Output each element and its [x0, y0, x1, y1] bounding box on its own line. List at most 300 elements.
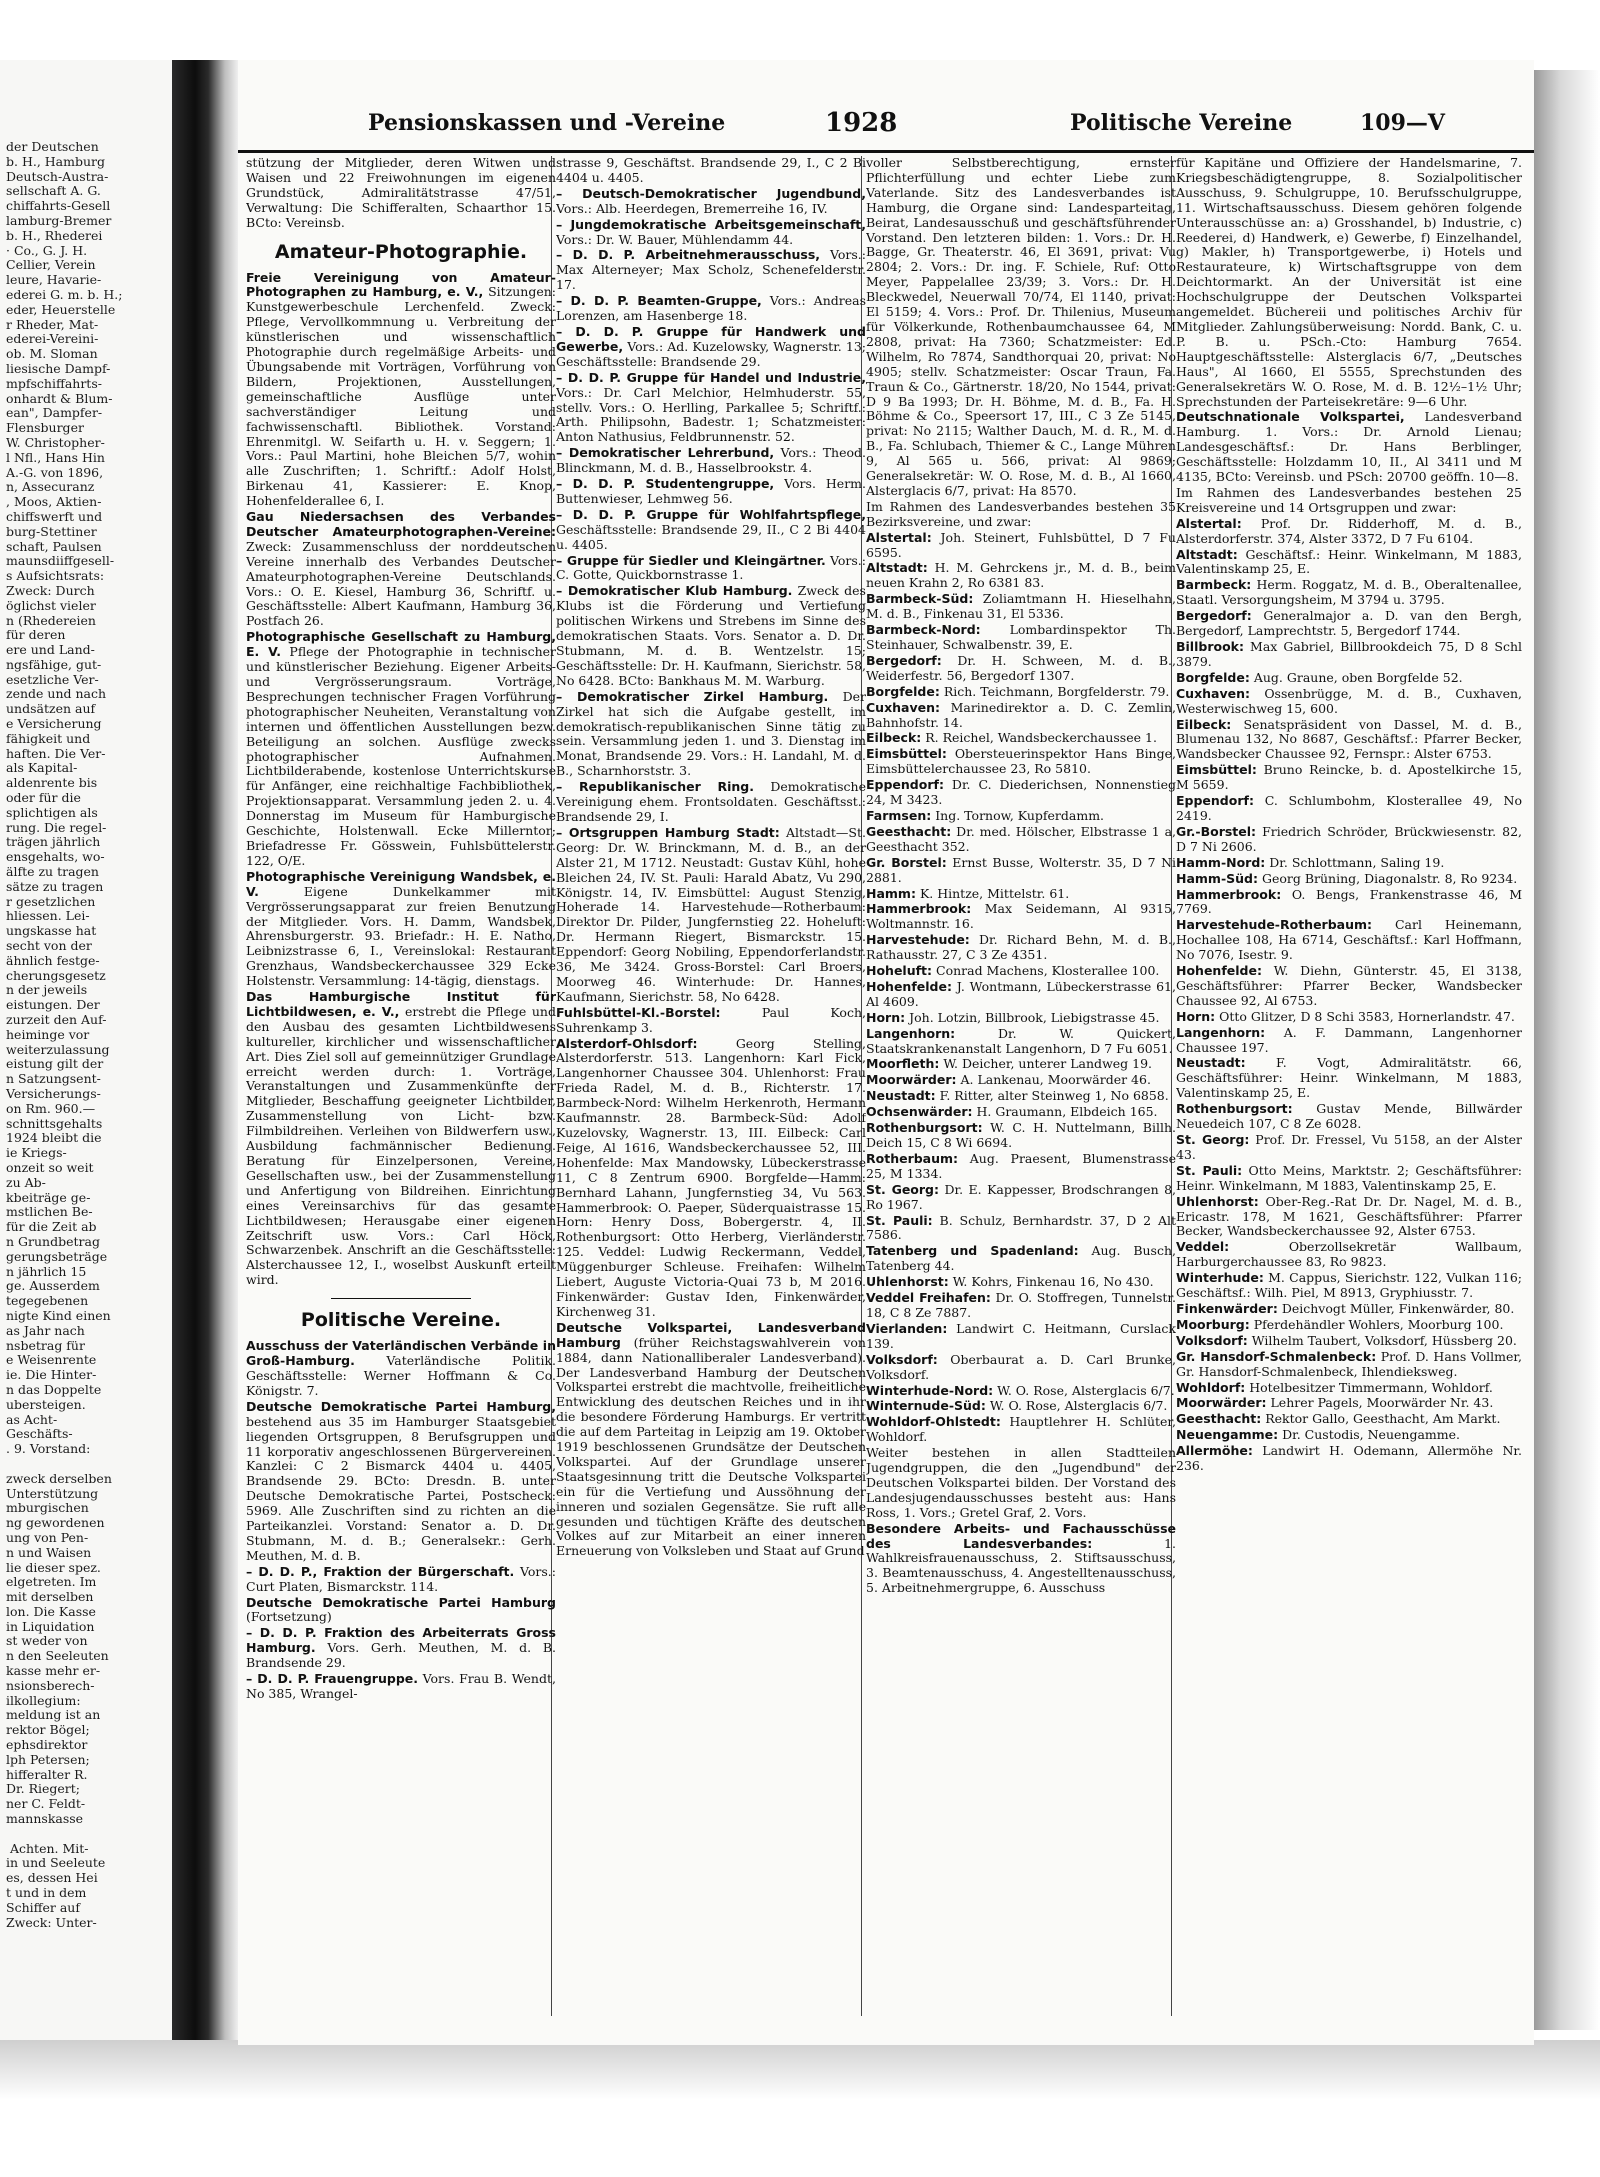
directory-entry: [1176, 687, 1522, 717]
directory-entry: [866, 1446, 1176, 1521]
directory-entry: [866, 980, 1176, 1010]
entry-body: Prof. Dr. Ridderhoff, M. d. B., Alsterdorferstr. 374, Alster 3372, D 7 Fu 6104.: [1176, 515, 1522, 546]
entry-title: Bergedorf:: [866, 652, 942, 668]
directory-entry: [1176, 486, 1522, 516]
entry-title: Deutsche Demokratische Partei Hamburg: [246, 1594, 556, 1610]
entry-body: Landesverband Hamburg. 1. Vors.: Dr. Arnold Lienau; Landesgeschäftsf.: Dr. Hans Berblinger, Geschäftsstelle: Holzdamm 10, II., Al 3411 und M 4135, BCto: Vereinsb. und PSch: 20700 geöffn. 10—8.: [1176, 409, 1522, 485]
directory-entry: [1176, 640, 1522, 670]
entry-body: Ing. Tornow, Kupferdamm.: [935, 807, 1105, 823]
entry-body: Geschäftsstelle: Brandsende 29, II., C 2 Bi 4404 u. 4405.: [556, 521, 866, 552]
directory-entry: [1176, 156, 1522, 409]
directory-entry: [1176, 1133, 1522, 1163]
entry-title: Alsterdorf-Ohlsdorf:: [556, 1035, 698, 1051]
entry-title: St. Pauli:: [866, 1212, 933, 1228]
directory-entry: [556, 325, 866, 370]
directory-entry: [1176, 1381, 1522, 1396]
directory-entry: [556, 477, 866, 507]
directory-entry: [556, 248, 866, 293]
directory-entry: [1176, 918, 1522, 963]
directory-entry: [1176, 1240, 1522, 1270]
entry-body: Wilhelm Taubert, Volksdorf, Hüssberg 20.: [1251, 1332, 1517, 1348]
directory-entry: [246, 990, 556, 1288]
entry-body: Joh. Lotzin, Billbrook, Liebigstrasse 45.: [909, 1009, 1160, 1025]
directory-entry: [556, 1037, 866, 1320]
directory-entry: [1176, 548, 1522, 578]
entry-body: Vors. Gerh. Meuthen, M. d. B. Brandsende 29.: [246, 1640, 556, 1671]
entry-body: Weiter bestehen in allen Stadtteilen Jugendgruppen, die den „Jugendbund" der Deutschen Volkspartei bilden. Der Vorstand des Landesjugendausschusses besteht aus: Hans Ross, 1. Vors.; Gretel Graf, 2. Vors.: [866, 1445, 1176, 1520]
entry-body: A. F. Dammann, Langenhorner Chaussee 197.: [1176, 1024, 1522, 1055]
entry-body: B. Schulz, Bernhardstr. 37, D 2 Alt 7586.: [866, 1212, 1176, 1243]
directory-entry: [556, 690, 866, 779]
entry-title: Bergedorf:: [1176, 608, 1252, 624]
entry-title: Horn:: [866, 1009, 906, 1025]
directory-entry: [246, 870, 556, 989]
entry-title: Freie Vereinigung von Amateur-Photographen zu Hamburg, e. V.,: [246, 269, 556, 300]
entry-body: Der Zirkel hat sich die Aufgabe gestellt, im demokratisch-republikanischen Sinne tätig zu sein. Versammlung jeden 1. und 3. Dienstag im Monat, Brandsende 29. Vors.: H. Landahl, M. d. B., Scharnhorststr. 3.: [556, 688, 866, 779]
directory-entry: [866, 685, 1176, 700]
entry-title: Fuhlsbüttel-Kl.-Borstel:: [556, 1004, 721, 1020]
entry-list: [1176, 156, 1522, 1474]
entry-title: Uhlenhorst:: [866, 1274, 949, 1290]
entry-title: Ochsenwärder:: [866, 1104, 973, 1120]
entry-body: Generalmajor a. D. van den Bergh, Bergedorf, Lamprechtstr. 5, Bergedorf 1744.: [1176, 608, 1522, 639]
entry-title: Volksdorf:: [1176, 1332, 1248, 1348]
directory-entry: [556, 294, 866, 324]
entry-title: Neuengamme:: [1176, 1427, 1279, 1443]
directory-entry: [1176, 1302, 1522, 1317]
entry-body: M. Cappus, Sierichstr. 122, Vulkan 116; Geschäftsf.: Wilh. Piel, M 8913, Gryphiusstr. 7.: [1176, 1270, 1522, 1301]
directory-entry: [866, 1152, 1176, 1182]
directory-entry: [1176, 1350, 1522, 1380]
directory-entry: [866, 902, 1176, 932]
entry-title: Eimsbüttel:: [866, 746, 947, 762]
entry-title: – Ortsgruppen Hamburg Stadt:: [556, 824, 780, 840]
entry-body: F. Ritter, alter Steinweg 1, No 6858.: [939, 1088, 1169, 1104]
directory-entry: [246, 1339, 556, 1399]
directory-entry: [866, 1011, 1176, 1026]
entry-title: Hammerbrook:: [866, 901, 972, 917]
entry-title: Winternude-Süd:: [866, 1398, 986, 1414]
entry-title: Gr. Borstel:: [866, 854, 947, 870]
facing-page-fragment: [0, 60, 172, 2040]
entry-title: Rothenburgsort:: [866, 1120, 983, 1136]
entry-body: Zweck: Zusammenschluss der norddeutschen Vereine innerhalb des Verbandes Deutscher Amateurphotographen-Vereine Deutschlands. Vors.: O. E. Kiesel, Hamburg 36, Schriftf. u. Geschäftsstelle: Albert Kaufmann, Hamburg 36, Postfach 26.: [246, 538, 556, 629]
entry-body: bestehend aus 35 im Hamburger Staatsgebiet liegenden Ortsgruppen, 8 Berufsgruppen und 11 korporativ angeschlossenen Bürgervereinen. Kanzlei: C 2 Bismarck 4404 u. 4405, Brandsende 29. BCto: Dresdn. B. unter Deutsche Demokratische Partei, Postscheck: 5969. Alle Zuschriften sind zu richten an die Parteikanzlei. Vorstand: Senator a. D. Dr. Stubmann, M. d. B.; Generalsekr.: Gerh. Meuthen, M. d. B.: [246, 1413, 556, 1563]
entry-body: Senatspräsident von Dassel, M. d. B., Blumenau 132, No 8687, Geschäftsf.: Pfarrer Becker, Wandsbecker Chaussee 92, Fernspr.: Alster 6753.: [1176, 716, 1522, 762]
entry-title: – D. D. P. Arbeitnehmerausschuss,: [556, 247, 821, 263]
directory-entry: [866, 1322, 1176, 1352]
entry-body: Altstadt—St. Georg: Dr. W. Brinckmann, M. d. B., an der Alster 21, M 1712. Neustadt: Gustav Kühl, hohe Bleichen 24, IV. St. Pauli: Harald Abatz, Vu 290, Königstr. 14, IV. Eimsbüttel: August Stenzig, Hoherade 14. Harvestehude—Rotherbaum: Direktor Dr. Pilder, Jungfernstieg 22. Hoheluft: Dr. Hermann Riegert, Bismarckstr. 15. Eppendorf: Georg Nobiling, Eppendorferlandstr. 36, Me 3424. Gross-Borstel: Carl Broers, Moorweg 46. Winterhude: Dr. Hannes, Kaufmann, Sierichstr. 58, No 6428.: [556, 824, 866, 1004]
directory-entry: [1176, 1334, 1522, 1349]
bottom-edge-shadow: [0, 2040, 1600, 2100]
entry-title: Hohenfelde:: [1176, 963, 1262, 979]
entry-body: Ober-Reg.-Rat Dr. Dr. Nagel, M. d. B., Ericastr. 178, M 1621, Geschäftsführer: Pfarrer Becker, Wandsbeckerchaussee 92, Alster 6753.: [1176, 1193, 1522, 1239]
entry-body: K. Hintze, Mittelstr. 61.: [919, 885, 1070, 901]
entry-title: Hohenfelde:: [866, 978, 952, 994]
running-header: [238, 104, 1534, 150]
entry-title: Das Hamburgische Institut für Lichtbildwesen, e. V.,: [246, 989, 556, 1019]
column-4: [1176, 156, 1522, 2026]
directory-entry: [866, 654, 1176, 684]
entry-body: Hauptlehrer H. Schlüter, Wohldorf.: [866, 1414, 1176, 1445]
directory-entry: [246, 510, 556, 629]
entry-body: C. Schlumbohm, Klosterallee 49, No 2419.: [1176, 793, 1522, 823]
entry-body: Vaterländische Politik. Geschäftsstelle: Werner Hoffmann & Co. Königstr. 7.: [246, 1353, 556, 1398]
directory-entry: [866, 1121, 1176, 1151]
entry-body: W. O. Rose, Alsterglacis 6/7.: [997, 1382, 1175, 1398]
entry-body: Rich. Teichmann, Borgfelderstr. 79.: [943, 683, 1170, 699]
directory-entry: [866, 1291, 1176, 1321]
directory-entry: [866, 778, 1176, 808]
entry-body: Dr. E. Kappesser, Brodschrangen 8, Ro 1967.: [866, 1181, 1176, 1212]
entry-list: [246, 271, 556, 1289]
entry-body: O. Bengs, Frankenstrasse 46, M 7769.: [1176, 886, 1522, 917]
header-rule: [238, 150, 1534, 153]
entry-title: – D. D. P. Gruppe für Wohlfahrtspflege,: [556, 506, 866, 522]
entry-title: Geesthacht:: [1176, 1411, 1262, 1427]
intro-text: stützung der Mitglieder, deren Witwen und Waisen und 22 Freiwohnungen im eigenen Grundstück, Admiralitätstrasse 47/51, Verwaltung: Die Schifferalten, Schaarthor 15. BCto: Vereinsb.: [246, 156, 556, 230]
entry-title: Finkenwärder:: [1176, 1300, 1278, 1316]
directory-entry: [1176, 872, 1522, 887]
entry-title: – D. D. P. Gruppe für Handel und Industrie,: [556, 369, 866, 385]
directory-entry: [1176, 517, 1522, 547]
entry-body: Im Rahmen des Landesverbandes bestehen 35 Bezirksvereine, und zwar:: [866, 498, 1176, 529]
directory-entry: [1176, 671, 1522, 686]
directory-entry: [1176, 825, 1522, 855]
directory-entry: [246, 630, 556, 869]
entry-title: Gr. Hansdorf-Schmalenbeck:: [1176, 1348, 1377, 1364]
entry-body: A. Lankenau, Moorwärder 46.: [960, 1072, 1151, 1088]
directory-entry: [246, 271, 556, 510]
directory-entry: [1176, 763, 1522, 793]
entry-title: – D. D. P. Frauengruppe.: [246, 1671, 418, 1687]
entry-body: Vors. Herm. Buttenwieser, Lehmweg 56.: [556, 476, 866, 506]
directory-entry: [246, 1596, 556, 1626]
entry-title: – Republikanischer Ring.: [556, 779, 754, 795]
directory-entry: [866, 1415, 1176, 1445]
directory-entry: [866, 1089, 1176, 1104]
directory-entry: [1176, 856, 1522, 871]
entry-body: W. Diehn, Günterstr. 45, El 3138, Geschäftsführer: Pfarrer Becker, Wandsbecker Chaussee 92, Al 6753.: [1176, 963, 1522, 1008]
entry-title: Barmbeck-Süd:: [866, 591, 974, 607]
directory-entry: [866, 1105, 1176, 1120]
directory-entry: [866, 809, 1176, 824]
entry-title: Hamm-Nord:: [1176, 854, 1266, 870]
directory-entry: [1176, 578, 1522, 608]
directory-entry: [866, 592, 1176, 622]
entry-title: – Gruppe für Siedler und Kleingärtner.: [556, 552, 826, 568]
directory-entry: [556, 371, 866, 446]
entry-body: erstrebt die Pflege und den Ausbau des gesamten Lichtbildwesens kultureller, kirchlicher und wissenschaftlicher Art. Dies Ziel soll auf gemeinnütziger Grundlage erreicht werden durch: 1. Vorträge, Veranstaltungen und Zusammenkünfte der Mitglieder, Beschaffung geeigneter Lichtbilder, Zusammenstellung von Licht- bzw. Filmbildreihen. Verleihen von Bildwerfern usw., Ausbildung fachmännischer Bedienung. Beratung für Einzelpersonen, Vereine, Gesellschaften usw., bei der Zusammenstellung und Anfertigung von Bildreihen. Einrichtung eines Vereinsarchivs für das gesamte Lichtbildwesen; Herausgabe einer eigenen Zeitschrift usw. Vors.: Carl Höck, Schwarzenbek. Anschrift an die Geschäftsstelle: Alsterchaussee 12, I., woselbst Auskunft erteilt wird.: [246, 1003, 556, 1288]
entry-title: Volksdorf:: [866, 1351, 938, 1367]
directory-entry: [1176, 1318, 1522, 1333]
entry-title: Langenhorn:: [866, 1025, 956, 1041]
entry-body: Hotelbesitzer Timmermann, Wohldorf.: [1249, 1379, 1493, 1395]
section-heading-photography: Amateur-Photographie.: [274, 240, 528, 263]
directory-entry: [1176, 609, 1522, 639]
directory-entry: [1176, 718, 1522, 763]
entry-title: Tatenberg und Spadenland:: [866, 1243, 1079, 1259]
entry-body: Max Seidemann, Al 9315, Woltmannstr. 16.: [866, 901, 1176, 932]
entry-title: Eilbeck:: [1176, 716, 1232, 732]
directory-entry: [246, 1626, 556, 1671]
entry-body: Bruno Reincke, b. d. Apostelkirche 15, M 5659.: [1176, 762, 1522, 793]
directory-entry: [556, 554, 866, 584]
entry-title: Borgfelde:: [866, 683, 940, 699]
entry-body: strasse 9, Geschäftst. Brandsende 29, I., C 2 Bi 4404 u. 4405.: [556, 156, 866, 185]
directory-entry: [246, 1400, 556, 1564]
entry-body: Zoliamtmann H. Hieselhahn, M. d. B., Finkenau 31, El 5336.: [866, 591, 1176, 622]
entry-body: Marinedirektor a. D. C. Zemlin, Bahnhofstr. 14.: [866, 699, 1176, 730]
entry-title: Harvestehude:: [866, 932, 970, 948]
entry-title: Photographische Gesellschaft zu Hamburg, E. V.: [246, 629, 556, 660]
entry-title: Eimsbüttel:: [1176, 762, 1257, 778]
entry-title: Billbrook:: [1176, 639, 1244, 654]
entry-body: Prof. Dr. Fressel, Vu 5158, an der Alster 43.: [1176, 1132, 1522, 1162]
entry-body: Dr. H. Schween, M. d. B., Weiderfestr. 56, Bergedorf 1307.: [866, 652, 1176, 683]
directory-entry: [556, 780, 866, 825]
entry-title: Harvestehude-Rotherbaum:: [1176, 917, 1373, 933]
directory-entry: [1176, 888, 1522, 918]
entry-title: Moorfleth:: [866, 1056, 940, 1072]
entry-body: 1. Wahlkreisfrauenausschuss, 2. Stiftsausschuss, 3. Beamtenausschuss, 4. Angestelltenausschuss, 5. Arbeitnehmergruppe, 6. Ausschuss: [866, 1535, 1176, 1596]
entry-body: Vors.: Alb. Heerdegen, Bremerreihe 16, IV.: [556, 200, 828, 216]
entry-title: Hamm-Süd:: [1176, 870, 1258, 886]
entry-body: Eigene Dunkelkammer mit Vergrösserungsapparat zur freien Benutzung der Mitglieder. Vors. H. Damm, Wandsbek, Ahrensburgerstr. 93. Briefadr.: H. E. Natho, Leibnizstrasse 6, I., Vereinslokal: Restaurant Grenzhaus, Wandsbeckerchaussee 329 Ecke Holstenstr. Versammlung: 14-tägig, dienstags.: [246, 883, 556, 989]
directory-entry: [1176, 1195, 1522, 1240]
entry-title: Deutsche Demokratische Partei Hamburg,: [246, 1398, 556, 1414]
entry-body: Herm. Roggatz, M. d. B., Oberaltenallee, Staatl. Versorgungsheim, M 3794 u. 3795.: [1176, 577, 1522, 608]
entry-title: St. Georg:: [1176, 1132, 1250, 1147]
header-year: 1928: [825, 108, 898, 138]
entry-title: – D. D. P. Gruppe für Handwerk und Gewerbe,: [556, 323, 866, 354]
entry-body: Dr. Custodis, Neuengamme.: [1282, 1427, 1460, 1443]
entry-title: – Demokratischer Zirkel Hamburg.: [556, 688, 829, 704]
entry-body: Max Gabriel, Billbrookdeich 75, D 8 Schl 3879.: [1176, 639, 1522, 669]
directory-page: [238, 60, 1534, 2045]
entry-body: Vors.: Andreas Lorenzen, am Hasenberge 18.: [556, 293, 866, 324]
entry-body: Vors.: Curt Platen, Bismarckstr. 114.: [246, 1563, 556, 1594]
directory-entry: [866, 1399, 1176, 1414]
entry-body: Vors.: Dr. Carl Melchior, Helmhuderstr. 55, stellv. Vors.: O. Herlling, Parkallee 5; Schriftf.: Arth. Philipsohn, Badestr. 1; Schatzmeister: Anton Nathusius, Feldbrunnenstr. 52.: [556, 384, 866, 445]
entry-body: (Fortsetzung): [246, 1609, 332, 1625]
entry-title: Besondere Arbeits- und Fachausschüsse des Landesverbandes:: [866, 1520, 1176, 1551]
entry-body: Prof. D. Hans Vollmer, Gr. Hansdorf-Schmalenbeck, Ihlendieksweg.: [1176, 1348, 1522, 1379]
entry-list: [866, 156, 1176, 1596]
entry-title: Veddel:: [1176, 1239, 1230, 1255]
entry-title: – D. D. P., Fraktion der Bürgerschaft.: [246, 1563, 515, 1579]
entry-title: – Deutsch-Demokratischer Jugendbund,: [556, 185, 866, 201]
directory-entry: [246, 1672, 556, 1702]
column-2: [556, 156, 866, 2026]
entry-title: Cuxhaven:: [866, 699, 940, 715]
directory-entry: [866, 1057, 1176, 1072]
directory-entry: [1176, 1396, 1522, 1411]
entry-body: Lombardinspektor Th. Steinhauer, Schwalbenstr. 39, E.: [866, 622, 1176, 652]
facing-page-text: der Deutschen b. H., Hamburg Deutsch-Austra- sellschaft A. G. chiffahrts-Gesell lamburg-Bremer b. H., Rhederei · Co., G. J. H. Cellier, Verein leure, Havarie- ederei G. m. b. H.; eder, Heuerstelle r Rheder, Mat- ederei-Vereini- ob. M. Sloman liesische Dampf- mpfschiffahrts- onhardt & Blum- ean", Dampfer- Flensburger W. Christopher- l Nfl., Hans Hin A.-G. von 1896, n, Assecuranz , Moos, Aktien- chiffswerft und burg-Stettiner schaft, Paulsen maunsdiiffgesell- s Aufsichtsrats: Zweck: Durch öglichst vieler n (Rhedereien für deren ere und Land- ngsfähige, gut- esetzliche Ver- zende und nach undsätzen auf e Versicherung fähigkeit und haften. Die Ver- als Kapital- aldenrente bis oder für die splichtigen als rung. Die regel- trägen jährlich ensgehalts, wo- älfte zu tragen sätze zu tragen r gesetzlichen hliessen. Lei- ungskasse hat secht von der ähnlich festge- cherungsgesetz n der jeweils eistungen. Der zurzeit den Auf- heiminge vor weiterzulassung eistung gilt der n Satzungsent- Versicherungs- on Rm. 960.— schnittsgehalts 1924 bleibt die ie Kriegs- onzeit so weit zu Ab- kbeiträge ge- mstlichen Be- für die Zeit ab n Grundbetrag gerungsbeträge n jährlich 15 ge. Ausserdem tegegebenen nigte Kind einen as Jahr nach nsbetrag für e Weisenrente ie. Die Hinter- n das Doppelte ubersteigen. as Acht- Geschäfts- . 9. Vorstand: zweck derselben Unterstützung mburgischen ng gewordenen ung von Pen- n und Waisen lie dieser spez. elgetreten. Im mit derselben lon. Die Kasse in Liquidation st weder von n den Seeleuten kasse mehr er- nsionsberech- ilkollegium: meldung ist an rektor Bögel; ephsdirektor lph Petersen; hifferalter R. Dr. Riegert; ner C. Feldt- mannskasse Achten. Mit- in und Seeleute es, dessen Hei t und in dem Schiffer auf Zweck: Unter-: [6, 139, 123, 1930]
entry-body: Ernst Busse, Wolterstr. 35, D 7 Ni 2881.: [866, 854, 1176, 885]
directory-entry: [1176, 794, 1522, 824]
directory-entry: [1176, 1164, 1522, 1194]
directory-entry: [866, 623, 1176, 653]
directory-entry: [866, 887, 1176, 902]
directory-entry: [866, 1353, 1176, 1383]
directory-entry: [866, 500, 1176, 530]
entry-title: Wohldorf-Ohlstedt:: [866, 1414, 1001, 1430]
directory-entry: [246, 1565, 556, 1595]
entry-title: Gr.-Borstel:: [1176, 823, 1257, 839]
entry-body: Vors.: Dr. W. Bauer, Mühlendamm 44.: [556, 231, 794, 247]
directory-entry: [556, 218, 866, 248]
entry-title: Moorwärder:: [866, 1072, 957, 1088]
entry-title: Langenhorn:: [1176, 1024, 1266, 1040]
directory-entry: [866, 747, 1176, 777]
entry-body: Vors.: Ad. Kuzelowsky, Wagnerstr. 13; Geschäftsstelle: Brandsende 29.: [556, 338, 866, 369]
directory-entry: [1176, 1271, 1522, 1301]
entry-title: Borgfelde:: [1176, 669, 1250, 685]
entry-body: Vors.: C. Gotte, Quickbornstrasse 1.: [556, 552, 866, 583]
directory-entry: [866, 1384, 1176, 1399]
entry-body: Dr. O. Stoffregen, Tunnelstr. 18, C 8 Ze 7887.: [866, 1290, 1176, 1320]
entry-body: Dr. Richard Behn, M. d. B., Rathausstr. 27, C 3 Ze 4351.: [866, 932, 1176, 963]
entry-title: – Demokratischer Lehrerbund,: [556, 445, 775, 461]
entry-title: – D. D. P. Studentengruppe,: [556, 476, 775, 492]
directory-entry: [866, 1244, 1176, 1274]
entry-body: Carl Heinemann, Hochallee 108, Ha 6714, Geschäftsf.: Karl Hoffmann, No 7076, Isestr. 9.: [1176, 917, 1522, 963]
directory-entry: [556, 446, 866, 476]
entry-title: Winterhude-Nord:: [866, 1382, 994, 1398]
entry-body: Deichvogt Müller, Finkenwärder, 80.: [1281, 1300, 1515, 1316]
directory-entry: [556, 508, 866, 553]
entry-title: – Demokratischer Klub Hamburg.: [556, 583, 793, 599]
entry-body: Gustav Mende, Billwärder Neuedeich 107, C 8 Ze 6028.: [1176, 1101, 1522, 1132]
entry-title: Alstertal:: [1176, 515, 1242, 531]
entry-body: Conrad Machens, Klosterallee 100.: [936, 963, 1160, 979]
entry-body: für Kapitäne und Offiziere der Handelsmarine, 7. Kriegsbeschädigtengruppe, 8. Sozialpolitischer Ausschuss, 9. Schulgruppe, 10. Berufsschulgruppe, 11. Wirtschaftsausschuss. Diesem gehören folgende Unterausschüsse an: a) Grosshandel, b) Industrie, c) Reederei, d) Handwerk, e) Gewerbe, f) Einzelhandel, g) Makler, h) Transportgewerbe, i) Hotels und Restaurateure, k) Wirtschaftsgruppe von dem Deichtormarkt. An der Universität ist eine Hochschulgruppe der Deutschen Volkspartei angemeldet. Büchereii und politisches Archiv für Mitglieder. Zahlungsüberweisung: Nordd. Bank, C. u. P. B. u. PSch.-Cto: Hamburg 7654. Hauptgeschäftsstelle: Alsterglacis 6/7, „Deutsches Haus", Al 1660, El 5555, Sprechstunden des Generalsekretärs W. O. Rose, M. d. B. 12½–1½ Uhr; Sprechstunden der Parteisekretäre: 9—6 Uhr.: [1176, 156, 1522, 409]
entry-body: Friedrich Schröder, Brückwiesenstr. 82, D 7 Ni 2606.: [1176, 823, 1522, 854]
entry-body: Vors. Frau B. Wendt, No 385, Wrangel-: [246, 1671, 556, 1701]
entry-body: Im Rahmen des Landesverbandes bestehen 25 Kreisvereine und 14 Ortsgruppen und zwar:: [1176, 484, 1522, 515]
directory-entry: [866, 1522, 1176, 1597]
entry-title: Allermöhe:: [1176, 1443, 1253, 1459]
directory-entry: [866, 1275, 1176, 1290]
entry-title: Deutschnationale Volkspartei,: [1176, 409, 1405, 425]
directory-entry: [1176, 1412, 1522, 1427]
entry-title: Gau Niedersachsen des Verbandes Deutscher Amateurphotographen-Vereine:: [246, 509, 556, 539]
entry-body: Aug. Graune, oben Borgfelde 52.: [1253, 669, 1463, 685]
entry-title: Geesthacht:: [866, 823, 952, 839]
directory-entry: [866, 1073, 1176, 1088]
entry-title: Moorburg:: [1176, 1316, 1250, 1332]
entry-body: Dr. med. Hölscher, Elbstrasse 1 a, Geesthacht 352.: [866, 823, 1176, 854]
section-divider: [331, 1298, 471, 1299]
entry-title: Farmsen:: [866, 807, 932, 823]
entry-title: Barmbeck:: [1176, 577, 1252, 593]
entry-title: Uhlenhorst:: [1176, 1193, 1259, 1209]
entry-title: Eppendorf:: [866, 777, 944, 793]
entry-body: J. Wontmann, Lübeckerstrasse 61, Al 4609.: [866, 978, 1176, 1009]
entry-title: St. Georg:: [866, 1181, 939, 1197]
entry-body: Oberbaurat a. D. Carl Brunke, Volksdorf.: [866, 1351, 1176, 1382]
section-heading-political: Politische Vereine.: [300, 1309, 502, 1332]
directory-entry: [866, 825, 1176, 855]
header-right-title: Politische Vereine: [1070, 110, 1293, 136]
entry-title: Neustadt:: [866, 1088, 936, 1104]
directory-entry: [866, 531, 1176, 561]
entry-title: – Jungdemokratische Arbeitsgemeinschaft,: [556, 216, 866, 232]
directory-entry: [1176, 1428, 1522, 1443]
entry-list: [246, 1339, 556, 1702]
entry-body: Pflege der Photographie in technischer und künstlerischer Beziehung. Eigener Arbeits- und Vergrösserungsraum. Vorträge, Besprechungen technischer Fragen Vorführung photographischer Neuheiten, Veranstaltung von internen und öffentlichen Ausstellungen bezw. Beteiligung an solchen. Ausflüge zwecks photographischer Aufnahmen. Lichtbilderabende, kostenlose Unterrichtskurse für Anfänger, eine reichhaltige Fachbibliothek, Projektionsapparat. Versammlung jeden 2. u. 4. Donnerstag im Museum für Hamburgische Geschichte, Holstenwall. Ecke Millerntor; Briefadresse Fr. Gösswein, Fuhlsbüttelerstr. 122, O/E.: [246, 644, 556, 868]
entry-title: Hoheluft:: [866, 963, 933, 979]
page-number: 109—V: [1360, 110, 1445, 136]
directory-entry: [866, 731, 1176, 746]
header-left-title: Pensionskassen und -Vereine: [368, 110, 726, 136]
entry-body: Pferdehändler Wohlers, Moorburg 100.: [1253, 1316, 1504, 1332]
entry-body: R. Reichel, Wandsbeckerchaussee 1.: [925, 730, 1157, 746]
entry-title: Hamm:: [866, 885, 916, 901]
entry-body: Dr. W. Quickert, Staatskrankenanstalt Langenhorn, D 7 Fu 6051.: [866, 1025, 1176, 1056]
entry-title: Ausschuss der Vaterländischen Verbände in Groß-Hamburg.: [246, 1338, 556, 1369]
entry-title: Vierlanden:: [866, 1320, 948, 1336]
entry-body: W. Kohrs, Finkenau 16, No 430.: [952, 1274, 1154, 1290]
directory-entry: [866, 561, 1176, 591]
entry-title: Wohldorf:: [1176, 1379, 1246, 1395]
directory-entry: [1176, 1010, 1522, 1025]
entry-body: Aug. Praesent, Blumenstrasse 25, M 1334.: [866, 1150, 1176, 1181]
directory-entry: [1176, 410, 1522, 485]
entry-title: Veddel Freihafen:: [866, 1290, 991, 1306]
entry-title: Horn:: [1176, 1008, 1216, 1024]
entry-body: (früher Reichstagswahlverein von 1884, dann Nationalliberaler Landesverband). Der Landesverband Hamburg der Deutschen Volkspartei erstrebt die machtvolle, freiheitliche Entwicklung des deutschen Reiches und in ihr die besondere Förderung Hamburgs. Er vertritt die auf dem Parteitag in Leipzig am 19. Oktober 1919 beschlossenen Grundsätze der Deutschen Volkspartei. Auf der Grundlage unserer Staatsgesinnung tritt die Deutsche Volkspartei ein für die Vertiefung und Aussöhnung der inneren und sozialen Gegensätze. Sie ruft alle gesunden und tüchtigen Kräfte des deutschen Volkes auf zur Mitarbeit an einer inneren Erneuerung von Volksleben und Staat auf Grund: [556, 1334, 866, 1559]
directory-entry: [866, 1183, 1176, 1213]
entry-body: Demokratische Vereinigung ehem. Frontsoldaten. Geschäftsst.: Brandsende 29, I.: [556, 779, 866, 824]
directory-entry: [1176, 1026, 1522, 1056]
entry-body: H. Graumann, Elbdeich 165.: [976, 1104, 1158, 1120]
directory-entry: [866, 701, 1176, 731]
entry-title: Deutsche Volkspartei, Landesverband Hamburg: [556, 1319, 866, 1350]
directory-entry: [1176, 1444, 1522, 1474]
entry-title: Barmbeck-Nord:: [866, 622, 981, 638]
directory-entry: [1176, 1056, 1522, 1101]
entry-title: Rotherbaum:: [866, 1150, 959, 1166]
entry-title: Eilbeck:: [866, 730, 922, 746]
entry-title: Eppendorf:: [1176, 793, 1254, 809]
entry-title: Cuxhaven:: [1176, 685, 1250, 701]
directory-entry: [556, 156, 866, 186]
entry-title: Altstadt:: [1176, 546, 1238, 562]
directory-entry: [866, 1027, 1176, 1057]
page-edge-shadow: [1534, 70, 1600, 2030]
entry-title: Rothenburgsort:: [1176, 1101, 1293, 1117]
entry-body: F. Vogt, Admiralitätstr. 66, Geschäftsführer: Heinr. Winkelmann, M 1883, Valentinskamp 25, E.: [1176, 1055, 1522, 1101]
entry-body: W. O. Rose, Alsterglacis 6/7.: [989, 1398, 1168, 1414]
entry-body: W. Deicher, unterer Landweg 19.: [943, 1056, 1153, 1072]
entry-body: Paul Koch, Suhrenkamp 3.: [556, 1004, 866, 1035]
entry-body: Sitzungen: Kunstgewerbeschule Lerchenfeld. Zweck: Pflege, Vervollkommnung u. Verbreitung der künstlerischen und wissenschaftlich Photographie durch regelmäßige Arbeits- und Übungsabende mit Vorträgen, Vorführung von Bildern, Projektionen, Ausstellungen, gemeinschaftliche Ausflüge unter sachverständiger Leitung und fachwissenschaftl. Bibliothek. Vorstand: Ehrenmitgl. W. Seifarth u. H. v. Seggern; 1. Vors.: Paul Martini, hohe Bleichen 5/7, wohin alle Zuschriften; 1. Schriftf.: Adolf Holst, Birkenau 41, Kassierer: E. Knop, Hohenfelderallee 6, I.: [246, 284, 556, 509]
entry-title: Neustadt:: [1176, 1055, 1246, 1071]
entry-body: Otto Meins, Marktstr. 2; Geschäftsführer: Heinr. Winkelmann, M 1883, Valentinskamp 25, E.: [1176, 1162, 1522, 1193]
entry-body: Vors.: Theod. Blinckmann, M. d. B., Hasselbrookstr. 4.: [556, 445, 866, 476]
directory-entry: [866, 933, 1176, 963]
entry-body: Dr. Schlottmann, Saling 19.: [1269, 854, 1445, 870]
entry-body: Dr. C. Diederichsen, Nonnenstieg 24, M 3423.: [866, 777, 1176, 808]
entry-title: Moorwärder:: [1176, 1395, 1267, 1411]
column-3: [866, 156, 1176, 2026]
column-1: [246, 156, 556, 2026]
entry-body: Geschäftsf.: Heinr. Winkelmann, M 1883, Valentinskamp 25, E.: [1176, 546, 1522, 577]
entry-body: voller Selbstberechtigung, ernster Pflichterfüllung und echter Liebe zum Vaterlande. Sitz des Landesverbandes ist Hamburg, die Organe sind: Landesparteitag, Beirat, Landesausschuß und geschäftsführender Vorstand. Den letzteren bilden: 1. Vors.: Dr. H. Bagge, Gr. Theaterstr. 46, El 3691, privat: Vu 2804; 2. Vors.: Dr. ing. F. Schiele, Ruf: Otto Meyer, Pappelallee 23/39; 3. Vors.: Dr. H. Bleckwedel, Neuerwall 70/74, El 1140, privat: El 5159; 4. Vors.: Prof. Dr. Thilenius, Museum für Völkerkunde, Rothenbaumchaussee 64, M 2808, privat: Ha 7360; Schatzmeister: Ed. Wilhelm, Ro 7874, Sandthorquai 20, privat: No 4905; stellv. Schatzmeister: Oscar Traun, Fa. Traun & Co., Gärtnerstr. 18/20, No 1544, privat: D 9 Ba 1993; Dr. H. Böhme, M. d. B., Fa. H. Böhme & Co., Speersort 17, III., C 3 Ze 5145, privat: No 2115; Walther Dauch, M. d. R., M. d. B., Fa. Schlubach, Thiemer & C., Lange Mühren 9, Al 565 u. 566, privat: Al 9869; Generalsekretär: W. O. Rose, M. d. B., Al 1660, Alsterglacis 6/7, privat: Ha 8570.: [866, 156, 1176, 498]
